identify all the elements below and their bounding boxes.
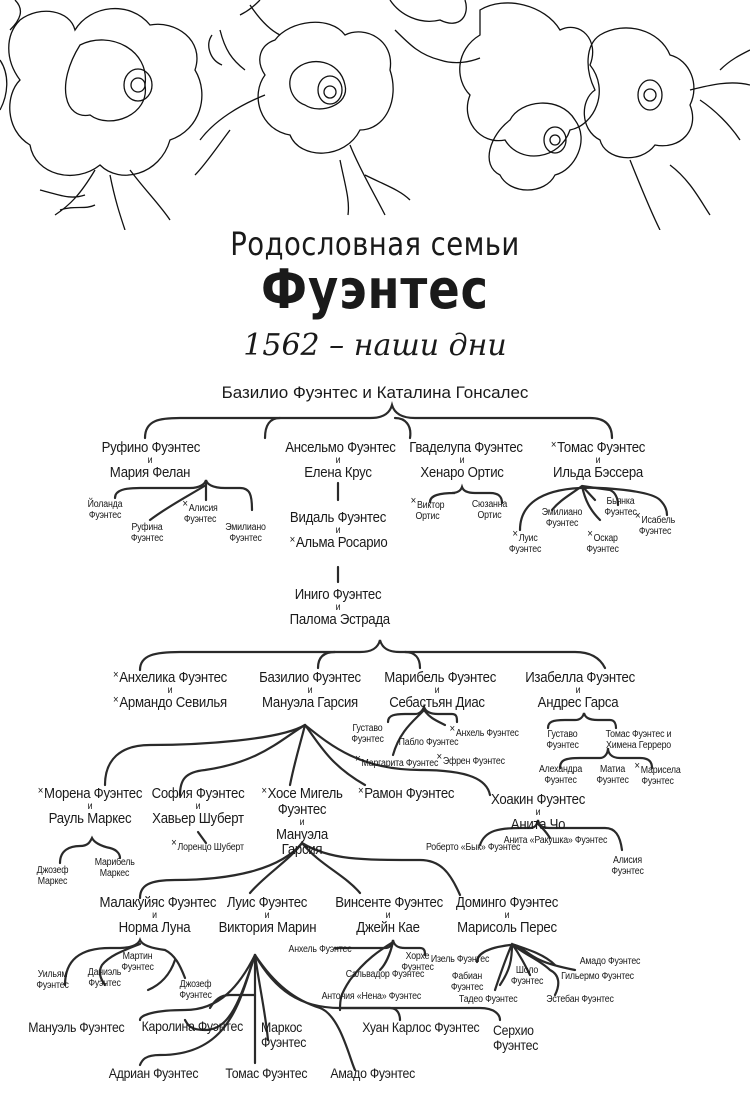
couple-anselmo: Ансельмо Фуэнтес и Елена Крус bbox=[285, 439, 396, 481]
deceased-marker-icon: × bbox=[289, 533, 295, 546]
child-esteban: Эстебан Фуэнтес bbox=[546, 994, 614, 1005]
grandchild-alejandra: Алехандра Фуэнтес bbox=[538, 764, 583, 786]
child-gustavo-2: Густаво Фуэнтес bbox=[546, 729, 579, 751]
child-amado: Амадо Фуэнтес bbox=[330, 1065, 415, 1081]
deceased-marker-icon: × bbox=[512, 528, 518, 540]
couple-sofia: София Фуэнтес и Хавьер Шуберт bbox=[151, 785, 245, 827]
couple-jose-miguel: ×Хосе Мигель Фуэнтес и Мануэла Гарсия bbox=[261, 785, 343, 859]
deceased-marker-icon: × bbox=[436, 751, 442, 763]
child-efren: ×Эфрен Фуэнтес bbox=[436, 751, 505, 767]
deceased-marker-icon: × bbox=[355, 753, 361, 765]
root-couple: Базилио Фуэнтес и Каталина Гонсалес bbox=[221, 383, 529, 402]
child-tadeo: Тадео Фуэнтес bbox=[458, 994, 518, 1005]
child-luis: ×Луис Фуэнтес bbox=[508, 528, 542, 555]
child-yolanda: Йоланда Фуэнтес bbox=[87, 499, 123, 521]
child-rufina: Руфина Фуэнтес bbox=[130, 522, 164, 544]
child-isabel: ×Исабель Фуэнтес bbox=[634, 510, 676, 537]
family-name-title: Фуэнтес bbox=[261, 258, 489, 321]
deceased-marker-icon: × bbox=[634, 760, 640, 772]
child-anhel-2: Анхель Фуэнтес bbox=[288, 944, 352, 955]
child-emiliano-2: Эмилиано Фуэнтес bbox=[541, 507, 583, 529]
child-suzanna: Сюзанна Ортис bbox=[471, 499, 508, 521]
child-gustavo: Густаво Фуэнтес bbox=[351, 723, 384, 745]
grandchild-matia: Матиа Фуэнтес bbox=[596, 764, 629, 786]
couple-vidal: Видаль Фуэнтес и ×Альма Росарио bbox=[289, 509, 388, 551]
deceased-marker-icon: × bbox=[171, 837, 177, 849]
child-viktor: ×Виктор Ортис bbox=[410, 495, 445, 522]
child-sholo: Шоло Фуэнтес bbox=[510, 965, 544, 987]
child-margarita: ×Маргарита Фуэнтес bbox=[355, 753, 439, 769]
deceased-marker-icon: × bbox=[37, 785, 44, 797]
child-emiliano: Эмилиано Фуэнтес bbox=[225, 522, 266, 544]
couple-anhelika: ×Анхелика Фуэнтес и ×Армандо Севилья bbox=[112, 669, 227, 711]
person-ramon: ×Рамон Фуэнтес bbox=[358, 785, 455, 802]
child-roberto: Роберто «Бык» Фуэнтес bbox=[426, 842, 521, 853]
child-salvador: Сальвадор Фуэнтес bbox=[345, 969, 425, 980]
child-tomas-2: Томас Фуэнтес bbox=[225, 1065, 308, 1081]
child-anita: Анита «Ракушка» Фуэнтес bbox=[503, 835, 608, 846]
title-line-1: Родословная семьи bbox=[230, 225, 520, 263]
child-izel: Изель Фуэнтес bbox=[430, 954, 490, 965]
child-antonia: Антония «Нена» Фуэнтес bbox=[321, 991, 422, 1002]
deceased-marker-icon: × bbox=[550, 439, 557, 451]
deceased-marker-icon: × bbox=[182, 498, 188, 510]
couple-tomas: ×Томас Фуэнтес и Ильда Бэссера bbox=[550, 439, 646, 481]
child-william: Уильям Фуэнтес bbox=[36, 969, 69, 991]
child-pablo: Пабло Фуэнтес bbox=[398, 737, 459, 748]
couple-domingo: Доминго Фуэнтес и Марисоль Перес bbox=[455, 894, 559, 936]
years-subtitle: 1562 – наши дни bbox=[243, 328, 507, 363]
child-manuel: Мануэль Фуэнтес bbox=[28, 1019, 125, 1035]
child-juan-carlos: Хуан Карлос Фуэнтес bbox=[362, 1019, 480, 1035]
deceased-marker-icon: × bbox=[261, 785, 267, 797]
deceased-marker-icon: × bbox=[634, 510, 641, 522]
deceased-marker-icon: × bbox=[410, 495, 417, 507]
deceased-marker-icon: × bbox=[113, 693, 119, 706]
child-serhio: Серхио Фуэнтес bbox=[493, 1022, 539, 1053]
couple-vincente: Винсенте Фуэнтес и Джейн Кае bbox=[335, 894, 443, 936]
grandchild-marisela: ×Марисела Фуэнтес bbox=[634, 760, 681, 787]
child-daniel: Даниэль Фуэнтес bbox=[87, 967, 122, 989]
deceased-marker-icon: × bbox=[112, 669, 119, 681]
child-bianca: Бьянка Фуэнтес bbox=[604, 496, 637, 518]
child-lorenzo: ×Лоренцо Шуберт bbox=[171, 837, 244, 853]
deceased-marker-icon: × bbox=[587, 528, 593, 540]
couple-joaquin: Хоакин Фуэнтес и Анита Чо bbox=[490, 791, 586, 833]
child-anhel: ×Анхель Фуэнтес bbox=[449, 723, 519, 739]
child-karolina: Каролина Фуэнтес bbox=[141, 1018, 243, 1034]
child-alisia-2: Алисия Фуэнтес bbox=[611, 855, 644, 877]
child-fabian: Фабиан Фуэнтес bbox=[450, 971, 484, 993]
child-oskar: ×Оскар Фуэнтес bbox=[586, 528, 619, 555]
child-markos: Маркос Фуэнтес bbox=[261, 1019, 307, 1050]
couple-inigo: Иниго Фуэнтес и Палома Эстрада bbox=[289, 586, 390, 628]
couple-luis: Луис Фуэнтес и Виктория Марин bbox=[218, 894, 317, 936]
deceased-marker-icon: × bbox=[449, 723, 455, 735]
couple-isabella: Изабелла Фуэнтес и Андрес Гарса bbox=[525, 669, 635, 711]
child-horhe: Хорхе Фуэнтес bbox=[401, 951, 434, 973]
couple-basilio: Базилио Фуэнтес и Мануэла Гарсия bbox=[259, 669, 361, 711]
child-maribel-markes: Марибель Маркес bbox=[94, 857, 135, 879]
child-adrian: Адриан Фуэнтес bbox=[108, 1065, 199, 1081]
couple-maribel: Марибель Фуэнтес и Себастьян Диас bbox=[384, 669, 497, 711]
child-alisia: ×Алисия Фуэнтес bbox=[182, 498, 218, 525]
child-guillermo: Гильермо Фуэнтес bbox=[561, 971, 634, 982]
couple-rufino: Руфино Фуэнтес и Мария Фелан bbox=[101, 439, 201, 481]
couple-malakuyas: Малакуйяс Фуэнтес и Норма Луна bbox=[99, 894, 217, 936]
couple-morena: ×Морена Фуэнтес и Рауль Маркес bbox=[37, 785, 143, 827]
child-josef-markes: Джозеф Маркес bbox=[36, 865, 69, 887]
child-josef: Джозеф Фуэнтес bbox=[179, 979, 212, 1001]
couple-guadalupe: Гваделупа Фуэнтес и Хенаро Ортис bbox=[409, 439, 523, 481]
deceased-marker-icon: × bbox=[358, 785, 364, 797]
child-amado-2: Амадо Фуэнтес bbox=[579, 956, 641, 967]
child-tomas-ximena: Томас Фуэнтес и Химена Герреро bbox=[605, 729, 672, 751]
child-martin: Мартин Фуэнтес bbox=[121, 951, 154, 973]
